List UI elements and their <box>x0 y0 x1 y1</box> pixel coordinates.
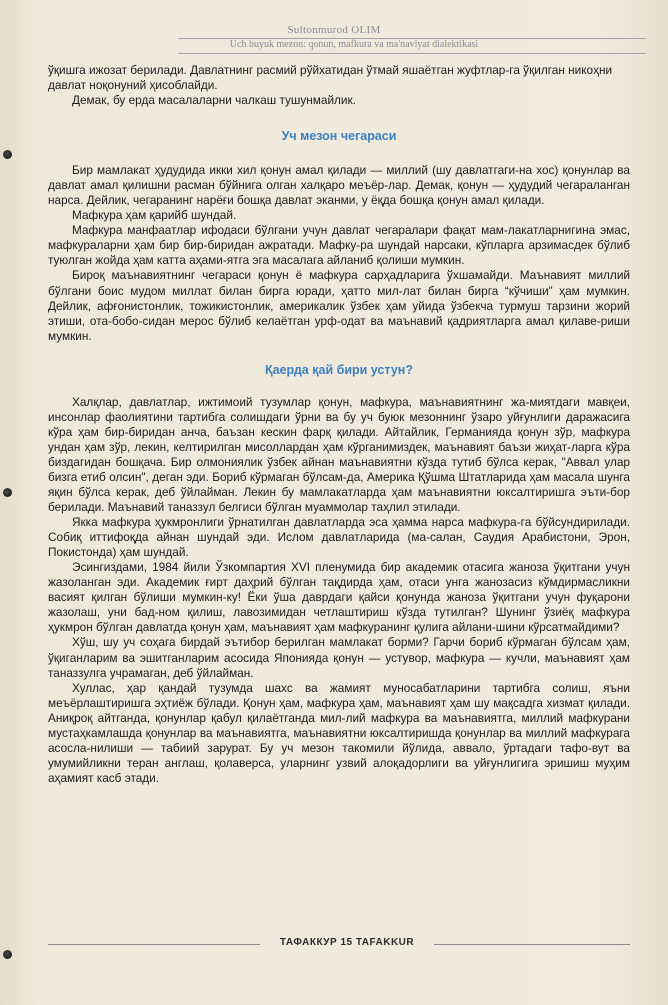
section1-paragraph: Бироқ маънавиятнинг чегараси қонун ё мафкура сарҳадларига ўхшамайди. Маънавият миллий бўлгани боис мудом миллат билан бирга юради, ҳатто мил-лат билан бирга “кўчиши” ҳам мумкин. Дейлик, афғонистонлик, тожикистонлик, америкалик ўзбек ҳам уйида ўзбекча турмуш тарзини жорий этиши, ота-бобо-сидан мерос бўлиб келаётган урф-одат ва маънавий қадриятларга амал қилаве-риши мумкин. <box>48 268 630 343</box>
section2-paragraph: Якка мафкура ҳукмронлиги ўрнатилган давлатларда эса ҳамма нарса мафкура-га бўйсундирилади. Собиқ иттифоқда айнан шундай эди. Ислом давлатларида (ма-салан, Саудия Арабистони, Эрон, Покистонда) ҳам шундай. <box>48 515 630 560</box>
section1-paragraph: Мафкура манфаатлар ифодаси бўлгани учун давлат чегаралари фақат мам-лакатларнигина эмас, мафкураларни ҳам бир бир-биридан ажратади. Мафку-ра шундай нарсаки, кўпларга арзимасдек бўлиб туюлган жойда ҳам катта аҳами-ятга эга масалага айланиб қолиши мумкин. <box>48 223 630 268</box>
section-heading-qaerda: Қаерда қай бири устун? <box>265 362 413 377</box>
section-heading-uch-mezon: Уч мезон чегараси <box>281 129 397 144</box>
binding-hole-icon <box>3 150 12 159</box>
section1-paragraph: Бир мамлакат ҳудудида икки хил қонун амал қилади — миллий (шу давлатгаги-на хос) қонунлар ва давлат амал қилишни расман бўйнига олган халқаро меъёр-лар. Демак, қонун — ҳудудий чегараланган нарса. Дейлик, чегаранинг нарёғи бошқа давлат эканми, у ёқда бошқа қонун амал қилади. <box>48 163 630 208</box>
article-body <box>48 63 630 786</box>
section2-paragraph: Хуллас, ҳар қандай тузумда шахс ва жамият муносабатларини тартибга солиш, яъни меъёрлаштиришга эҳтиёж бўлади. Қонун ҳам, мафкура ҳам, маънавият ҳам шу мақсадга хизмат қилади. Аниқроқ айтганда, қонунлар қабул қилаётганда мил-лий мафкура ва маънавиятга, миллий мафкурани мустаҳкамлашда қонунлар ва маънавиятга, маънавиятни юксалтиришда қонунлар ва миллий мафкурага асосла-нилиши — табиий зарурат. Бу уч мезон такомили йўлида, аввало, ўртадаги тафо-вут ва умумийликни теран англаш, қолаверса, уларнинг узвий алоқадорлиги ва уйғунлигига эришиш муҳим аҳамият касб этади. <box>48 680 630 785</box>
binding-hole-icon <box>3 950 12 959</box>
running-header-author: Sultonmurod OLIM <box>287 24 381 36</box>
section2-paragraph: Халқлар, давлатлар, ижтимоий тузумлар қонун, мафкура, маънавиятнинг жа-миятдаги мавқеи, инсонлар фаолиятини тартибга солишдаги ўрни ва бу уч буюк мезоннинг ўзаро уйғунлиги даражасига кўра ҳам бир-биридан анча, баъзан кескин фарқ қилади. Айтайлик, Германияда қонун зўр, мафкура ундан ҳам зўр, лекин, келтирилган мисоллардан ҳам кўрганимиздек, маънавият баъзи жиҳат-ларга кўра биздагидан бошқача. Бир олмониялик ўзбек айнан маънавиятни кўзда тутиб бўлса керак, "Аввал улар бизга етиб олсин", деган эди. Бориб кўрмаган бўлсам-да, Америка Қўшма Штатларида ҳам масала шунга яқин бўлса керак, деб ўйлайман. Лекин бу мамлакатларда ҳам маънавиятни юксалтиришга эъти-бор берилади. Маънавий таназзул белгиси бўлган муаммолар таҳлил этилади. <box>48 394 630 515</box>
footer-page-label: ТАФАККУР 15 TAFAKKUR <box>279 937 415 948</box>
binding-hole-icon <box>3 488 12 497</box>
running-header-subtitle: Uch buyuk mezon: qonun, mafkura va ma'naviyat dialektikasi <box>229 39 479 50</box>
section2-paragraph: Эсингиздами, 1984 йили Ўзкомпартия XVI пленумида бир академик отасига жаноза ўқитгани учун жазоланган эди. Академик ғирт даҳрий бўлган тақдирда ҳам, отаси унга жанозасиз кўмдирмасликни васият қилган бўлиши мумкин-ку! Ёки ўша даврдаги қайси қонунда жаноза ўқитгани учун фуқарони жазолаш, уни бад-ном қилиш, лавозимидан четлаштириш кўзда тутилган? Шунинг ўзиёқ мафкура ҳукмрон бўлган давлатда қонун ҳам, маънавият ҳам мафкуранинг қулига айлани-шини кўрсатмайдими? <box>48 560 630 635</box>
section1-paragraph: Мафкура ҳам қарийб шундай. <box>72 208 237 223</box>
page-footer <box>0 937 668 951</box>
footer-rule-left <box>48 944 260 945</box>
intro-paragraph-1: ўқишга ижозат берилади. Давлатнинг расмий рўйхатидан ўтмай яшаётган жуфтлар-га ўқилган никоҳни давлат ноқонуний ҳисоблайди. <box>48 63 613 93</box>
footer-rule-right <box>434 944 630 945</box>
intro-paragraph-2: Демак, бу ерда масалаларни чалкаш тушунмайлик. <box>72 93 356 108</box>
section2-paragraph: Хўш, шу уч соҳага бирдай эътибор берилган мамлакат борми? Гарчи бориб кўрмаган бўлсам ҳам, ўқиганларим ва эшитганларим асосида Японияда қонун — устувор, мафкура — кучли, маънавият ҳам таназзулга учрамаган, деб ўйлайман. <box>48 635 630 680</box>
header-rule-bottom <box>178 53 646 54</box>
